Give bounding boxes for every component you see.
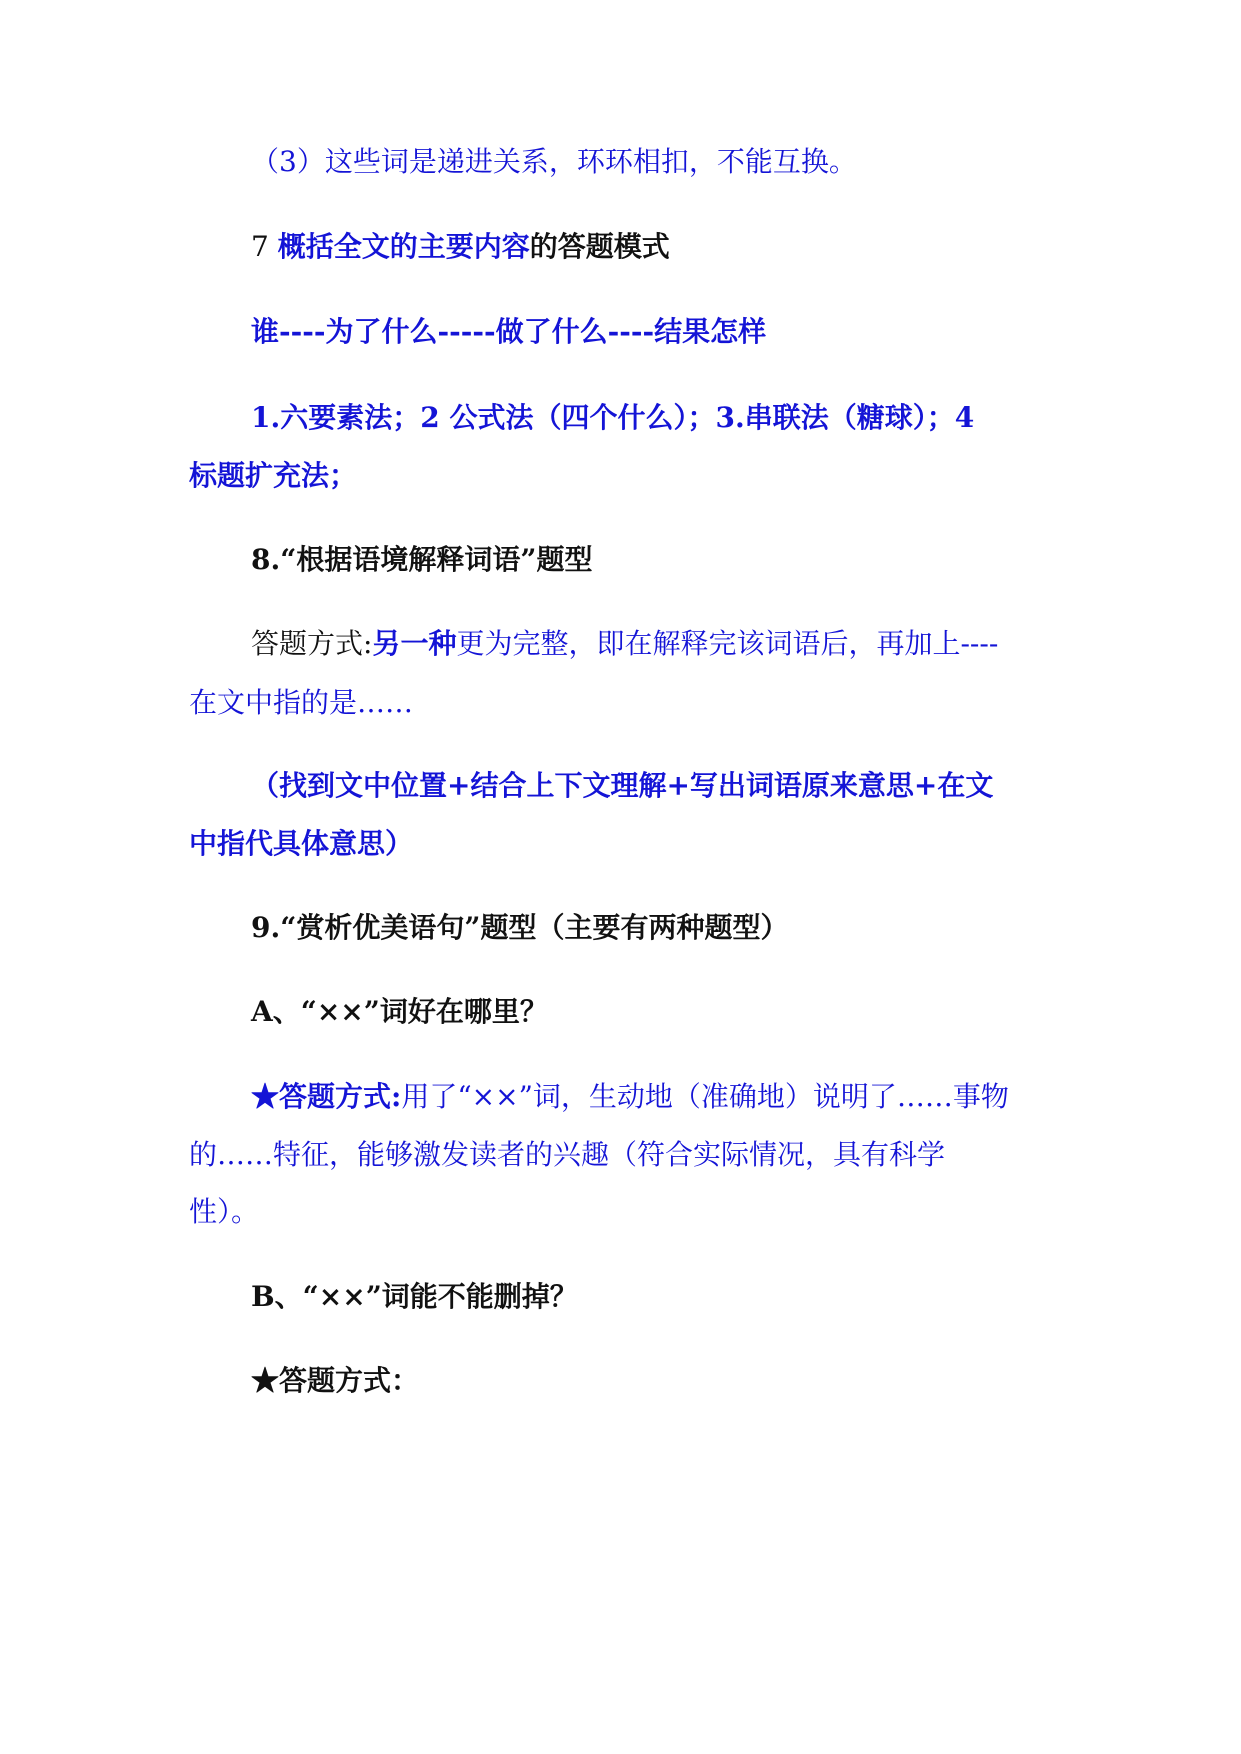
section-9-answer-a-line-2: 的……特征，能够激发读者的兴趣（符合实际情况，具有科学: [189, 1138, 946, 1171]
section-8-steps-line-2: 中指代具体意思）: [189, 827, 414, 860]
section-8-answer-emphasis: 另一种: [372, 627, 457, 660]
section-8-answer-line-1: [251, 627, 999, 660]
section-9-answer-a-text: 用了“××”词，生动地（准确地）说明了……事物: [401, 1080, 1009, 1113]
section-8-answer-line-2: 在文中指的是……: [189, 686, 414, 719]
section-7-suffix: 的答题模式: [529, 230, 670, 263]
section-9-question-b: B、“××”词能不能删掉？: [251, 1280, 578, 1313]
section-9-answer-b-label: ★答题方式：: [251, 1364, 420, 1397]
section-9-question-a: A、“××”词好在哪里？: [251, 995, 548, 1028]
section-9-answer-a-line-3: 性）。: [189, 1195, 260, 1228]
section-8-heading: 8.“根据语境解释词语”题型: [251, 543, 593, 576]
section-7-methods-line-1: 1.六要素法；2 公式法（四个什么）；3.串联法（糖球）；4: [251, 401, 975, 434]
section-7-methods-line-2: 标题扩充法；: [189, 459, 358, 492]
section-7-heading: [251, 230, 670, 263]
section-8-answer-label: 答题方式:: [251, 627, 373, 660]
section-9-heading: 9.“赏析优美语句”题型（主要有两种题型）: [251, 911, 789, 944]
section-7-number: 7: [251, 230, 278, 263]
section-8-steps-line-1: （找到文中位置+结合上下文理解+写出词语原来意思+在文: [251, 769, 994, 802]
point-3-text: （3）这些词是递进关系，环环相扣，不能互换。: [251, 145, 857, 178]
section-9-answer-a-label: ★答题方式:: [251, 1080, 402, 1113]
section-7-topic: 概括全文的主要内容: [277, 230, 530, 263]
section-7-formula: 谁----为了什么-----做了什么----结果怎样: [251, 315, 767, 348]
section-8-answer-text: 更为完整，即在解释完该词语后，再加上----: [456, 627, 999, 660]
section-9-answer-a-line-1: [251, 1080, 1009, 1113]
